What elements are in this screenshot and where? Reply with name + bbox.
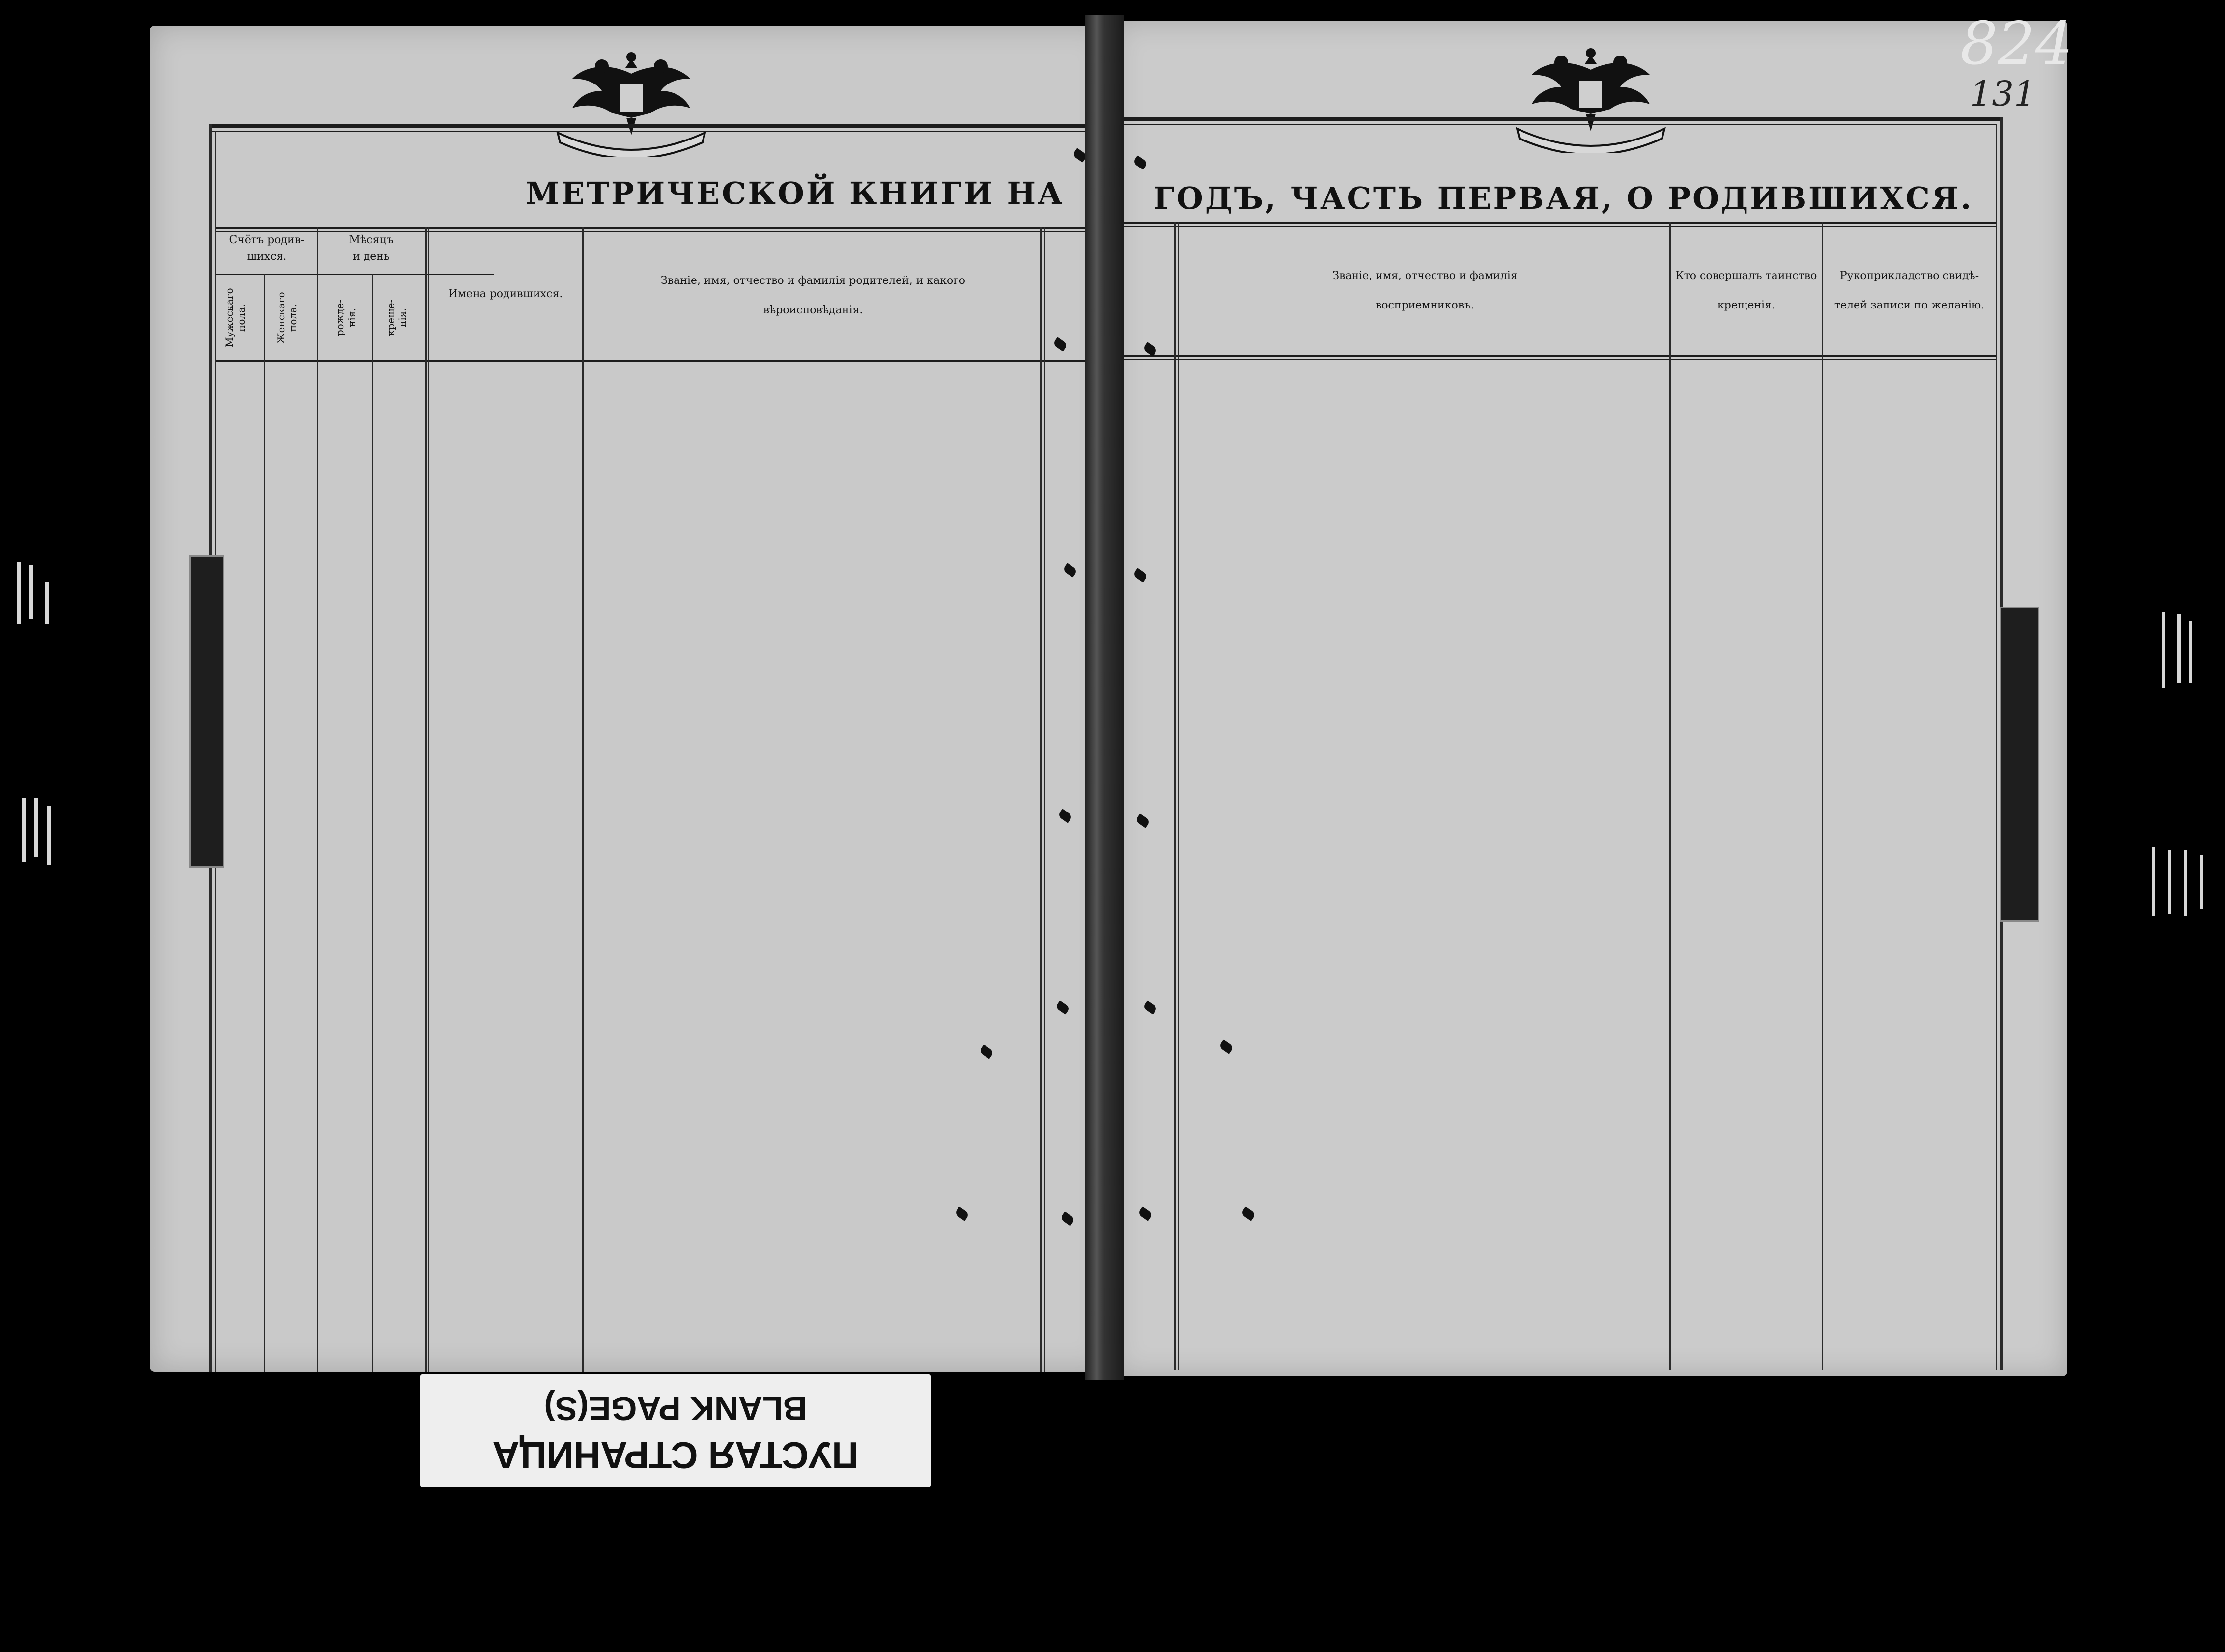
col-line <box>1174 222 1176 1370</box>
sheet-number: 131 <box>1970 74 2036 114</box>
col-line <box>264 274 265 1372</box>
priest-column-header: Кто совершалъ таинство крещенія. <box>1675 270 1817 311</box>
count-group-header: Счётъ родив- шихся. <box>229 234 305 263</box>
col-line <box>1044 227 1045 1372</box>
binding-hole <box>1137 1206 1153 1221</box>
col-line <box>1822 222 1823 1370</box>
names-column-header: Имена родившихся. <box>448 288 563 300</box>
blank-page-label-russian: ПУСТАЯ СТРАНИЦА <box>492 1434 859 1476</box>
right-page <box>1114 21 2067 1376</box>
scanner-mark <box>47 806 51 865</box>
binding-hole <box>1218 1039 1234 1054</box>
binding-hole <box>1057 809 1073 823</box>
header-top-line <box>1114 222 1996 224</box>
parents-column-header: Званіе, имя, отчество и фамилія родителей, и какого вѣроисповѣданія. <box>661 275 965 316</box>
col-line <box>425 227 427 1372</box>
scanner-mark <box>2184 850 2187 916</box>
binding-hole <box>1132 155 1148 170</box>
binding-hole <box>1132 568 1148 583</box>
scanner-mark <box>2152 847 2155 916</box>
right-title: ГОДЪ, ЧАСТЬ ПЕРВАЯ, О РОДИВШИХСЯ. <box>1154 180 1973 216</box>
binding-hole <box>1142 1000 1158 1015</box>
col-line <box>582 227 584 1372</box>
header-top-line <box>216 227 1108 229</box>
col-line <box>372 274 373 1372</box>
scanner-mark <box>2177 614 2181 683</box>
folio-number: 824 <box>1960 10 2073 78</box>
frame-top-line-thin <box>1114 124 1997 125</box>
female-column-header: Женскаго пола. <box>275 292 299 344</box>
binding-hole <box>1240 1206 1256 1221</box>
binding-hole <box>1055 1000 1070 1015</box>
col-line <box>1669 222 1671 1370</box>
header-top-line-thin <box>1114 226 1996 227</box>
godparents-column-header: Званіе, имя, отчество и фамилія восприемниковъ. <box>1332 270 1518 311</box>
left-page <box>150 26 1108 1372</box>
col-line <box>317 227 318 1372</box>
subheader-line <box>216 274 494 275</box>
header-bottom-line-thin <box>1114 359 1996 360</box>
left-title: МЕТРИЧЕСКОЙ КНИГИ НА <box>526 175 1065 211</box>
binding-hole <box>954 1206 970 1221</box>
col-line <box>1178 222 1179 1370</box>
scanner-mark <box>2189 621 2192 683</box>
double-headed-eagle-emblem-icon <box>1488 40 1694 153</box>
page-clip-right <box>2000 607 2039 922</box>
page-clip-left <box>189 555 224 868</box>
male-column-header: Мужескаго пола. <box>224 288 247 348</box>
witnesses-column-header: Рукоприкладство свидѣ- телей записи по желанію. <box>1834 270 1985 311</box>
col-line <box>428 227 429 1372</box>
binding-hole <box>1060 1211 1075 1226</box>
scanner-mark <box>34 798 38 857</box>
double-headed-eagle-emblem-icon <box>528 44 734 157</box>
scanner-mark <box>45 582 49 624</box>
scanner-mark <box>2168 850 2171 914</box>
month-group-header: Мѣсяцъ и день <box>349 234 394 263</box>
frame-right-line-thin <box>1996 124 1997 1370</box>
scanner-mark <box>2200 855 2203 909</box>
scanner-mark <box>22 798 26 862</box>
blank-page-label <box>420 1374 931 1487</box>
binding-hole <box>1052 337 1068 352</box>
birth-column-header: рожде- нія. <box>334 299 358 336</box>
baptism-column-header: креще- нія. <box>385 299 408 336</box>
scanner-mark <box>17 562 21 624</box>
book-spine <box>1085 15 1124 1380</box>
frame-top-line-thin <box>209 131 1108 132</box>
binding-hole <box>1062 563 1078 578</box>
col-line <box>1040 227 1042 1372</box>
binding-hole <box>979 1044 994 1059</box>
frame-top-line <box>1114 117 2003 121</box>
scanner-mark <box>2162 612 2165 688</box>
scanner-mark <box>29 565 33 619</box>
header-bottom-line <box>216 360 1108 362</box>
header-bottom-line <box>1114 355 1996 357</box>
frame-top-line <box>209 124 1108 128</box>
blank-page-label-english: BLANK PAGE(S) <box>544 1390 807 1427</box>
binding-hole <box>1135 813 1151 828</box>
